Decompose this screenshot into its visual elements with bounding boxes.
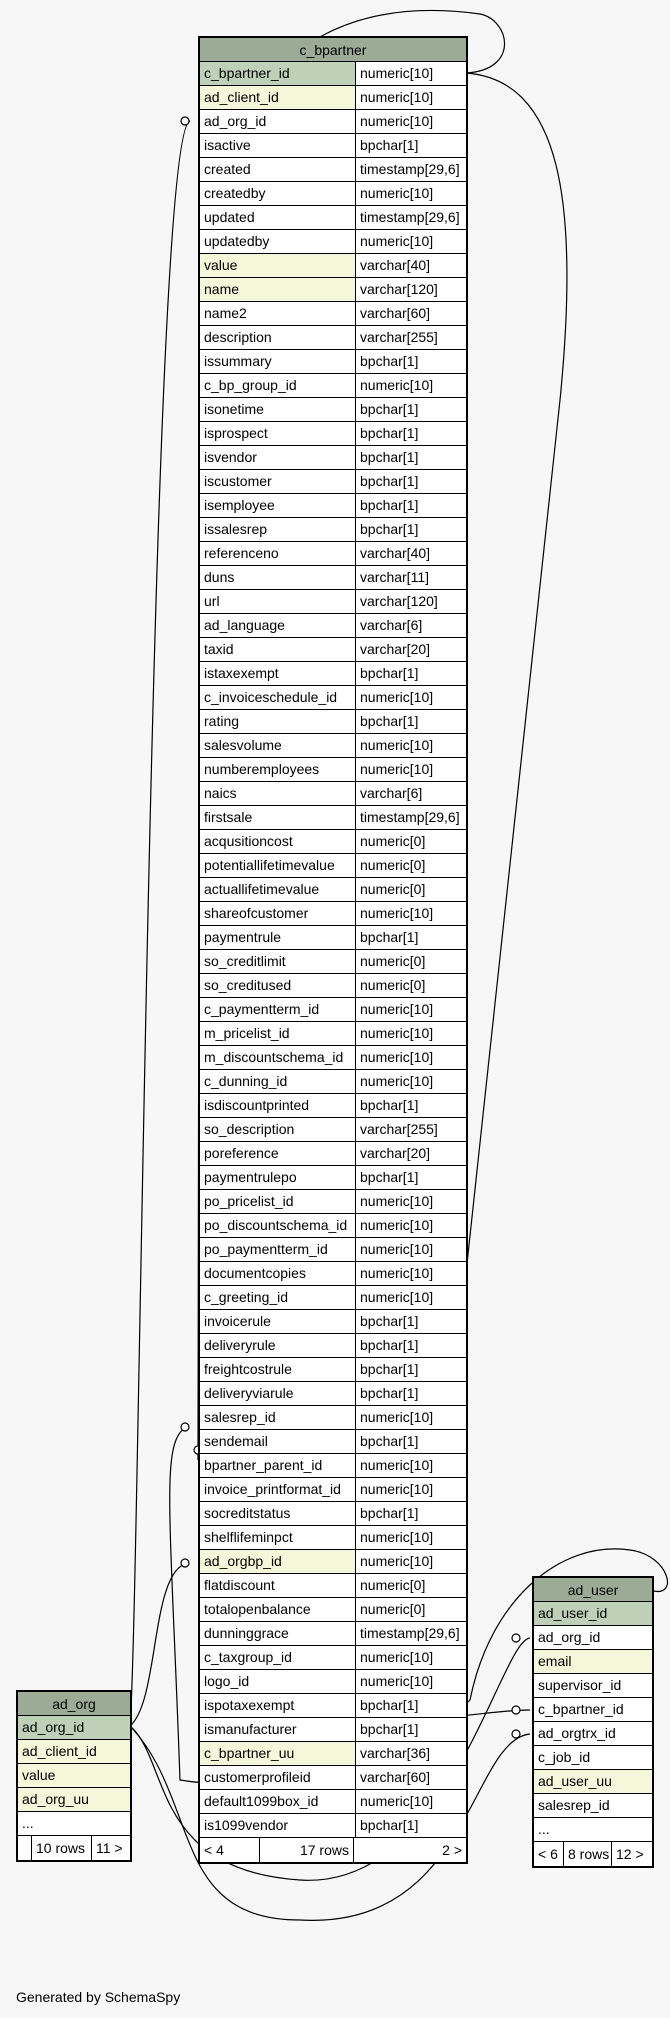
column-row[interactable] bbox=[200, 1166, 466, 1190]
column-type: varchar[40] bbox=[360, 545, 431, 561]
column-type: bpchar[1] bbox=[360, 1361, 419, 1377]
column-name: ad_org_id bbox=[538, 1629, 601, 1645]
column-type: numeric[10] bbox=[360, 1241, 434, 1257]
column-type: bpchar[1] bbox=[360, 929, 419, 945]
column-name: po_discountschema_id bbox=[200, 1214, 356, 1237]
column-type: bpchar[1] bbox=[360, 665, 419, 681]
column-name: customerprofileid bbox=[200, 1766, 356, 1789]
edge-end-circle bbox=[181, 1423, 189, 1431]
column-type: numeric[10] bbox=[360, 1073, 434, 1089]
column-type: timestamp[29,6] bbox=[360, 161, 460, 177]
parents-link[interactable]: < 4 bbox=[200, 1838, 260, 1862]
column-name: c_bpartner_id bbox=[200, 62, 356, 85]
column-row[interactable] bbox=[200, 1238, 466, 1262]
column-type: numeric[10] bbox=[360, 1481, 434, 1497]
column-row[interactable] bbox=[200, 926, 466, 950]
edge-end-circle bbox=[181, 117, 189, 125]
column-type: numeric[10] bbox=[360, 113, 434, 129]
parents-link[interactable]: < 6 bbox=[534, 1842, 564, 1866]
column-type: varchar[36] bbox=[360, 1745, 431, 1761]
column-name: freightcostrule bbox=[200, 1358, 356, 1381]
row-count: 8 rows bbox=[564, 1842, 612, 1866]
column-type: numeric[10] bbox=[360, 1457, 434, 1473]
column-name: deliveryviarule bbox=[200, 1382, 356, 1405]
column-name: taxid bbox=[200, 638, 356, 661]
column-row[interactable] bbox=[200, 974, 466, 998]
column-name: sendemail bbox=[200, 1430, 356, 1453]
column-row[interactable] bbox=[200, 206, 466, 230]
column-list bbox=[18, 1716, 130, 1836]
column-type: numeric[10] bbox=[360, 1025, 434, 1041]
column-type: bpchar[1] bbox=[360, 425, 419, 441]
column-type: numeric[10] bbox=[360, 761, 434, 777]
column-name: po_paymentterm_id bbox=[200, 1238, 356, 1261]
column-row[interactable] bbox=[200, 1406, 466, 1430]
column-name: m_pricelist_id bbox=[200, 1022, 356, 1045]
column-row[interactable] bbox=[18, 1740, 130, 1764]
column-type: numeric[10] bbox=[360, 1409, 434, 1425]
column-type: varchar[120] bbox=[360, 593, 438, 609]
column-name: salesrep_id bbox=[200, 1406, 356, 1429]
column-name: ispotaxexempt bbox=[200, 1694, 356, 1717]
column-type: bpchar[1] bbox=[360, 1385, 419, 1401]
column-row[interactable] bbox=[200, 1574, 466, 1598]
column-row[interactable] bbox=[534, 1746, 652, 1770]
column-row[interactable] bbox=[200, 854, 466, 878]
column-row[interactable] bbox=[200, 62, 466, 86]
column-type: numeric[10] bbox=[360, 185, 434, 201]
column-name: socreditstatus bbox=[200, 1502, 356, 1525]
column-row[interactable] bbox=[200, 1526, 466, 1550]
edge-end-circle bbox=[512, 1634, 520, 1642]
column-row[interactable] bbox=[534, 1674, 652, 1698]
edge-end-circle bbox=[512, 1730, 520, 1738]
column-type: numeric[0] bbox=[360, 953, 426, 969]
column-name: ad_client_id bbox=[18, 1740, 130, 1763]
column-row[interactable] bbox=[200, 1742, 466, 1766]
column-row[interactable] bbox=[200, 254, 466, 278]
column-name: issummary bbox=[200, 350, 356, 373]
column-name: ad_org_id bbox=[200, 110, 356, 133]
column-name: ad_user_id bbox=[534, 1602, 652, 1625]
column-type: timestamp[29,6] bbox=[360, 209, 460, 225]
column-name: istaxexempt bbox=[200, 662, 356, 685]
column-type: varchar[255] bbox=[360, 329, 438, 345]
column-type: varchar[20] bbox=[360, 641, 431, 657]
column-type: numeric[10] bbox=[360, 1265, 434, 1281]
column-type: timestamp[29,6] bbox=[360, 809, 460, 825]
column-name: created bbox=[200, 158, 356, 181]
column-type: bpchar[1] bbox=[360, 1169, 419, 1185]
column-name: numberemployees bbox=[200, 758, 356, 781]
column-type: numeric[10] bbox=[360, 689, 434, 705]
column-name: c_bpartner_id bbox=[538, 1701, 624, 1717]
column-row[interactable] bbox=[200, 1022, 466, 1046]
column-row[interactable] bbox=[534, 1626, 652, 1650]
column-row[interactable] bbox=[200, 566, 466, 590]
column-row[interactable] bbox=[200, 470, 466, 494]
column-name: email bbox=[534, 1650, 652, 1673]
column-name: c_greeting_id bbox=[200, 1286, 356, 1309]
column-type: bpchar[1] bbox=[360, 1097, 419, 1113]
column-type: varchar[60] bbox=[360, 305, 431, 321]
column-type: varchar[60] bbox=[360, 1769, 431, 1785]
column-type: numeric[10] bbox=[360, 1193, 434, 1209]
table-title: ad_org bbox=[18, 1692, 130, 1716]
column-name: so_description bbox=[200, 1118, 356, 1141]
column-row[interactable] bbox=[200, 998, 466, 1022]
column-row[interactable] bbox=[200, 302, 466, 326]
table-ad-user[interactable] bbox=[532, 1576, 654, 1868]
column-name: c_invoiceschedule_id bbox=[200, 686, 356, 709]
column-name: so_creditlimit bbox=[200, 950, 356, 973]
column-type: bpchar[1] bbox=[360, 1721, 419, 1737]
column-name: isvendor bbox=[200, 446, 356, 469]
column-type: numeric[10] bbox=[360, 233, 434, 249]
column-row[interactable] bbox=[200, 614, 466, 638]
column-row[interactable] bbox=[200, 1694, 466, 1718]
column-type: bpchar[1] bbox=[360, 1817, 419, 1833]
column-name: shelflifeminpct bbox=[200, 1526, 356, 1549]
column-row[interactable] bbox=[534, 1650, 652, 1674]
column-name: description bbox=[200, 326, 356, 349]
column-row[interactable] bbox=[200, 1310, 466, 1334]
column-row[interactable] bbox=[200, 1502, 466, 1526]
column-type: varchar[6] bbox=[360, 785, 423, 801]
column-name: updatedby bbox=[200, 230, 356, 253]
column-name: ismanufacturer bbox=[200, 1718, 356, 1741]
column-name: documentcopies bbox=[200, 1262, 356, 1285]
column-name: value bbox=[18, 1764, 130, 1787]
column-type: numeric[0] bbox=[360, 1601, 426, 1617]
column-type: bpchar[1] bbox=[360, 1337, 419, 1353]
column-row[interactable] bbox=[200, 1142, 466, 1166]
column-row[interactable] bbox=[200, 878, 466, 902]
column-row[interactable] bbox=[200, 182, 466, 206]
column-name: poreference bbox=[200, 1142, 356, 1165]
column-type: numeric[10] bbox=[360, 905, 434, 921]
column-type: numeric[10] bbox=[360, 1217, 434, 1233]
column-type: numeric[10] bbox=[360, 1049, 434, 1065]
column-type: numeric[0] bbox=[360, 833, 426, 849]
column-row[interactable] bbox=[200, 326, 466, 350]
column-row[interactable] bbox=[200, 1766, 466, 1790]
column-row[interactable] bbox=[18, 1764, 130, 1788]
column-type: numeric[10] bbox=[360, 65, 434, 81]
column-type: varchar[11] bbox=[360, 569, 429, 585]
column-type: numeric[10] bbox=[360, 89, 434, 105]
column-row[interactable] bbox=[200, 1358, 466, 1382]
column-type: numeric[0] bbox=[360, 1577, 426, 1593]
column-row[interactable] bbox=[200, 374, 466, 398]
column-name: logo_id bbox=[200, 1670, 356, 1693]
column-name: actuallifetimevalue bbox=[200, 878, 356, 901]
children-link[interactable]: 11 > bbox=[96, 1840, 123, 1856]
column-row[interactable] bbox=[200, 158, 466, 182]
column-type: varchar[20] bbox=[360, 1145, 431, 1161]
column-type: bpchar[1] bbox=[360, 401, 419, 417]
column-name: paymentrule bbox=[200, 926, 356, 949]
column-row[interactable] bbox=[200, 1262, 466, 1286]
column-row[interactable] bbox=[200, 1790, 466, 1814]
column-name: naics bbox=[200, 782, 356, 805]
edge-end-circle bbox=[512, 1706, 520, 1714]
column-type: bpchar[1] bbox=[360, 1697, 419, 1713]
column-row[interactable] bbox=[200, 1094, 466, 1118]
column-name: c_paymentterm_id bbox=[200, 998, 356, 1021]
column-row[interactable] bbox=[200, 1214, 466, 1238]
column-name: ad_orgtrx_id bbox=[538, 1725, 616, 1741]
column-name: name bbox=[200, 278, 356, 301]
table-ad-org[interactable] bbox=[16, 1690, 132, 1862]
column-name: iscustomer bbox=[200, 470, 356, 493]
column-row[interactable] bbox=[200, 494, 466, 518]
table-c-bpartner[interactable] bbox=[198, 36, 468, 1864]
column-name: flatdiscount bbox=[200, 1574, 356, 1597]
column-type: bpchar[1] bbox=[360, 137, 419, 153]
column-row[interactable] bbox=[200, 1190, 466, 1214]
column-row[interactable] bbox=[200, 590, 466, 614]
column-row[interactable] bbox=[200, 1334, 466, 1358]
parents-link[interactable] bbox=[18, 1836, 32, 1860]
column-name: is1099vendor bbox=[200, 1814, 356, 1837]
column-row[interactable] bbox=[200, 638, 466, 662]
column-name: ad_orgbp_id bbox=[200, 1550, 356, 1573]
column-name: invoicerule bbox=[200, 1310, 356, 1333]
column-name: salesvolume bbox=[200, 734, 356, 757]
column-name: acqusitioncost bbox=[200, 830, 356, 853]
column-name: isemployee bbox=[200, 494, 356, 517]
column-name: isactive bbox=[200, 134, 356, 157]
column-row[interactable] bbox=[200, 398, 466, 422]
column-type: numeric[0] bbox=[360, 977, 426, 993]
column-name: c_taxgroup_id bbox=[200, 1646, 356, 1669]
column-name: firstsale bbox=[200, 806, 356, 829]
column-name: c_bpartner_uu bbox=[200, 1742, 356, 1765]
column-row[interactable] bbox=[200, 1670, 466, 1694]
column-name: bpartner_parent_id bbox=[200, 1454, 356, 1477]
column-type: numeric[10] bbox=[360, 1793, 434, 1809]
column-name: c_dunning_id bbox=[200, 1070, 356, 1093]
column-name: ... bbox=[538, 1821, 550, 1837]
column-row[interactable] bbox=[200, 1118, 466, 1142]
column-type: numeric[10] bbox=[360, 1289, 434, 1305]
column-row[interactable] bbox=[200, 230, 466, 254]
column-name: referenceno bbox=[200, 542, 356, 565]
column-row[interactable] bbox=[534, 1794, 652, 1818]
column-type: bpchar[1] bbox=[360, 713, 419, 729]
column-row[interactable] bbox=[534, 1818, 652, 1842]
column-type: numeric[10] bbox=[360, 1649, 434, 1665]
column-type: varchar[120] bbox=[360, 281, 438, 297]
column-name: ad_org_uu bbox=[18, 1788, 130, 1811]
table-title: c_bpartner bbox=[200, 38, 466, 62]
column-type: varchar[6] bbox=[360, 617, 423, 633]
children-link[interactable]: 2 > bbox=[442, 1842, 462, 1858]
row-count: 10 rows bbox=[32, 1836, 92, 1860]
column-name: issalesrep bbox=[200, 518, 356, 541]
column-row[interactable] bbox=[200, 1070, 466, 1094]
column-name: createdby bbox=[200, 182, 356, 205]
column-name: shareofcustomer bbox=[200, 902, 356, 925]
column-name: c_job_id bbox=[538, 1749, 591, 1765]
column-row[interactable] bbox=[200, 758, 466, 782]
children-link[interactable]: 12 > bbox=[616, 1846, 644, 1862]
column-row[interactable] bbox=[534, 1722, 652, 1746]
column-row[interactable] bbox=[200, 86, 466, 110]
generated-by-label: Generated by SchemaSpy bbox=[16, 1989, 181, 2005]
column-name: paymentrulepo bbox=[200, 1166, 356, 1189]
column-type: numeric[10] bbox=[360, 1673, 434, 1689]
column-row[interactable] bbox=[200, 686, 466, 710]
column-row[interactable] bbox=[200, 950, 466, 974]
column-name: potentiallifetimevalue bbox=[200, 854, 356, 877]
column-row[interactable] bbox=[200, 1454, 466, 1478]
column-row[interactable] bbox=[200, 350, 466, 374]
column-type: bpchar[1] bbox=[360, 1433, 419, 1449]
column-name: ad_client_id bbox=[200, 86, 356, 109]
column-type: bpchar[1] bbox=[360, 521, 419, 537]
column-row[interactable] bbox=[200, 518, 466, 542]
row-count: 17 rows bbox=[260, 1838, 354, 1862]
column-list bbox=[200, 62, 466, 1838]
column-type: bpchar[1] bbox=[360, 449, 419, 465]
column-row[interactable] bbox=[200, 662, 466, 686]
edge-org-to-bpartner-orgbp bbox=[130, 1563, 188, 1726]
column-name: dunninggrace bbox=[200, 1622, 356, 1645]
column-type: numeric[10] bbox=[360, 737, 434, 753]
column-row[interactable] bbox=[200, 134, 466, 158]
column-name: so_creditused bbox=[200, 974, 356, 997]
column-row[interactable] bbox=[200, 902, 466, 926]
column-name: isdiscountprinted bbox=[200, 1094, 356, 1117]
column-type: varchar[40] bbox=[360, 257, 431, 273]
column-row[interactable] bbox=[534, 1698, 652, 1722]
column-list bbox=[534, 1602, 652, 1842]
edge-org-to-bpartner-org bbox=[130, 121, 190, 1726]
column-row[interactable] bbox=[200, 1430, 466, 1454]
column-name: salesrep_id bbox=[538, 1797, 610, 1813]
column-name: updated bbox=[200, 206, 356, 229]
table-title: ad_user bbox=[534, 1578, 652, 1602]
column-name: value bbox=[200, 254, 356, 277]
column-name: totalopenbalance bbox=[200, 1598, 356, 1621]
column-name: ad_language bbox=[200, 614, 356, 637]
column-row[interactable] bbox=[200, 446, 466, 470]
column-name: ad_user_uu bbox=[534, 1770, 652, 1793]
column-name: isprospect bbox=[200, 422, 356, 445]
column-row[interactable] bbox=[534, 1770, 652, 1794]
column-row[interactable] bbox=[200, 1622, 466, 1646]
column-row[interactable] bbox=[200, 782, 466, 806]
column-name: url bbox=[200, 590, 356, 613]
column-row[interactable] bbox=[200, 1550, 466, 1574]
column-row[interactable] bbox=[200, 806, 466, 830]
column-row[interactable] bbox=[200, 1814, 466, 1838]
column-row[interactable] bbox=[200, 1382, 466, 1406]
column-row[interactable] bbox=[200, 830, 466, 854]
column-row[interactable] bbox=[200, 1718, 466, 1742]
column-name: c_bp_group_id bbox=[200, 374, 356, 397]
column-row[interactable] bbox=[18, 1716, 130, 1740]
column-row[interactable] bbox=[200, 734, 466, 758]
column-row[interactable] bbox=[200, 1286, 466, 1310]
column-type: bpchar[1] bbox=[360, 353, 419, 369]
column-type: numeric[10] bbox=[360, 1529, 434, 1545]
column-type: varchar[255] bbox=[360, 1121, 438, 1137]
column-type: numeric[10] bbox=[360, 1553, 434, 1569]
column-row[interactable] bbox=[200, 422, 466, 446]
column-row[interactable] bbox=[18, 1788, 130, 1812]
column-name: m_discountschema_id bbox=[200, 1046, 356, 1069]
column-type: numeric[10] bbox=[360, 377, 434, 393]
column-row[interactable] bbox=[200, 1598, 466, 1622]
column-type: numeric[10] bbox=[360, 1001, 434, 1017]
column-name: rating bbox=[200, 710, 356, 733]
column-row[interactable] bbox=[200, 1478, 466, 1502]
column-name: isonetime bbox=[200, 398, 356, 421]
column-name: name2 bbox=[200, 302, 356, 325]
table-footer bbox=[534, 1842, 652, 1866]
column-name: ... bbox=[22, 1815, 34, 1831]
edge-end-circle bbox=[181, 1559, 189, 1567]
column-row[interactable] bbox=[200, 710, 466, 734]
column-type: bpchar[1] bbox=[360, 1505, 419, 1521]
column-name: ad_org_id bbox=[18, 1716, 130, 1739]
column-name: deliveryrule bbox=[200, 1334, 356, 1357]
column-row[interactable] bbox=[18, 1812, 130, 1836]
column-row[interactable] bbox=[200, 110, 466, 134]
table-footer bbox=[18, 1836, 130, 1860]
column-name: invoice_printformat_id bbox=[200, 1478, 356, 1501]
column-row[interactable] bbox=[200, 1646, 466, 1670]
column-type: numeric[0] bbox=[360, 857, 426, 873]
table-footer bbox=[200, 1838, 466, 1862]
column-type: bpchar[1] bbox=[360, 497, 419, 513]
column-type: timestamp[29,6] bbox=[360, 1625, 460, 1641]
column-type: bpchar[1] bbox=[360, 473, 419, 489]
column-name: default1099box_id bbox=[200, 1790, 356, 1813]
column-row[interactable] bbox=[534, 1602, 652, 1626]
column-row[interactable] bbox=[200, 1046, 466, 1070]
column-row[interactable] bbox=[200, 542, 466, 566]
column-name: po_pricelist_id bbox=[200, 1190, 356, 1213]
column-type: bpchar[1] bbox=[360, 1313, 419, 1329]
column-row[interactable] bbox=[200, 278, 466, 302]
column-type: numeric[0] bbox=[360, 881, 426, 897]
column-name: supervisor_id bbox=[538, 1677, 622, 1693]
column-name: duns bbox=[200, 566, 356, 589]
